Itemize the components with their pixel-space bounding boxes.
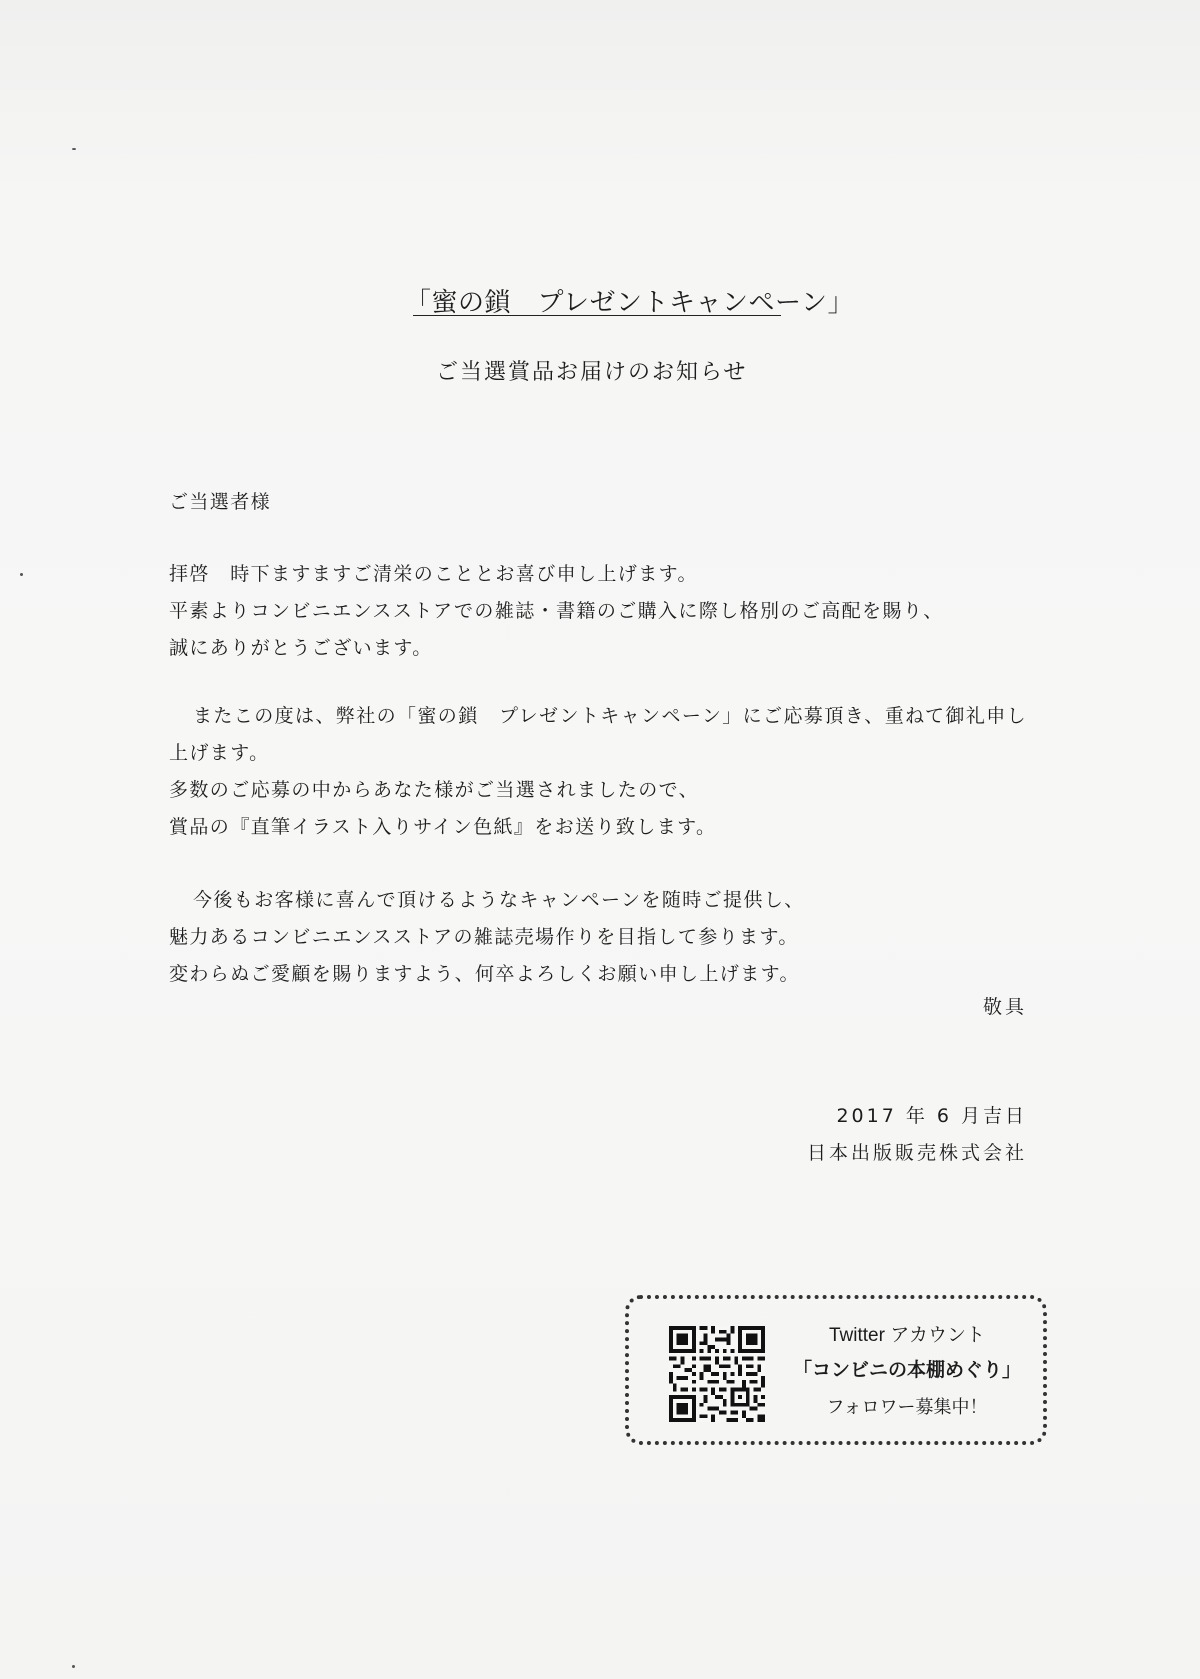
letter-date: 2017 年 6 月吉日	[836, 1105, 1027, 1127]
future-line: 変わらぬご愛顧を賜りますよう、何卒よろしくお願い申し上げます。	[169, 963, 800, 985]
greeting-line: 平素よりコンビニエンスストアでの雑誌・書籍のご購入に際し格別のご高配を賜り、	[169, 600, 944, 622]
greeting-line: 誠にありがとうございます。	[169, 637, 433, 659]
campaign-paragraph	[169, 698, 1027, 846]
letter-title: 「蜜の鎖 プレゼントキャンペーン」	[405, 288, 854, 318]
future-line: 魅力あるコンビニエンスストアの雑誌売場作りを目指して参ります。	[169, 926, 799, 948]
campaign-line: 多数のご応募の中からあなた様がご当選されましたので、	[169, 779, 700, 801]
scan-speck	[72, 148, 76, 150]
follower-recruitment-text: フォロワー募集中！	[826, 1397, 988, 1417]
letter-subtitle: ご当選賞品お届けのお知らせ	[436, 360, 748, 385]
qr-code-icon[interactable]	[669, 1326, 765, 1422]
campaign-line: 上げます。	[169, 742, 270, 764]
title-underline	[413, 315, 781, 316]
greeting-paragraph	[169, 556, 944, 667]
campaign-line: またこの度は、弊社の「蜜の鎖 プレゼントキャンペーン」にご応募頂き、重ねて御礼申し	[193, 705, 1028, 727]
scan-speck	[20, 573, 23, 576]
campaign-line: 賞品の『直筆イラスト入りサイン色紙』をお送り致します。	[169, 816, 717, 838]
twitter-account-label: Twitter アカウント	[828, 1325, 986, 1346]
sender-company: 日本出版販売株式会社	[806, 1142, 1027, 1164]
scan-speck	[72, 1665, 75, 1668]
twitter-promo-box	[625, 1295, 1047, 1445]
promo-text	[787, 1319, 1027, 1425]
addressee: ご当選者様	[169, 491, 272, 513]
greeting-line: 拝啓 時下ますますご清栄のこととお喜び申し上げます。	[169, 563, 698, 585]
future-line: 今後もお客様に喜んで頂けるようなキャンペーンを随時ご提供し、	[193, 889, 805, 911]
twitter-account-name: 「コンビニの本棚めぐり」	[792, 1360, 1021, 1381]
future-paragraph	[169, 882, 805, 993]
closing-phrase: 敬具	[982, 996, 1027, 1018]
